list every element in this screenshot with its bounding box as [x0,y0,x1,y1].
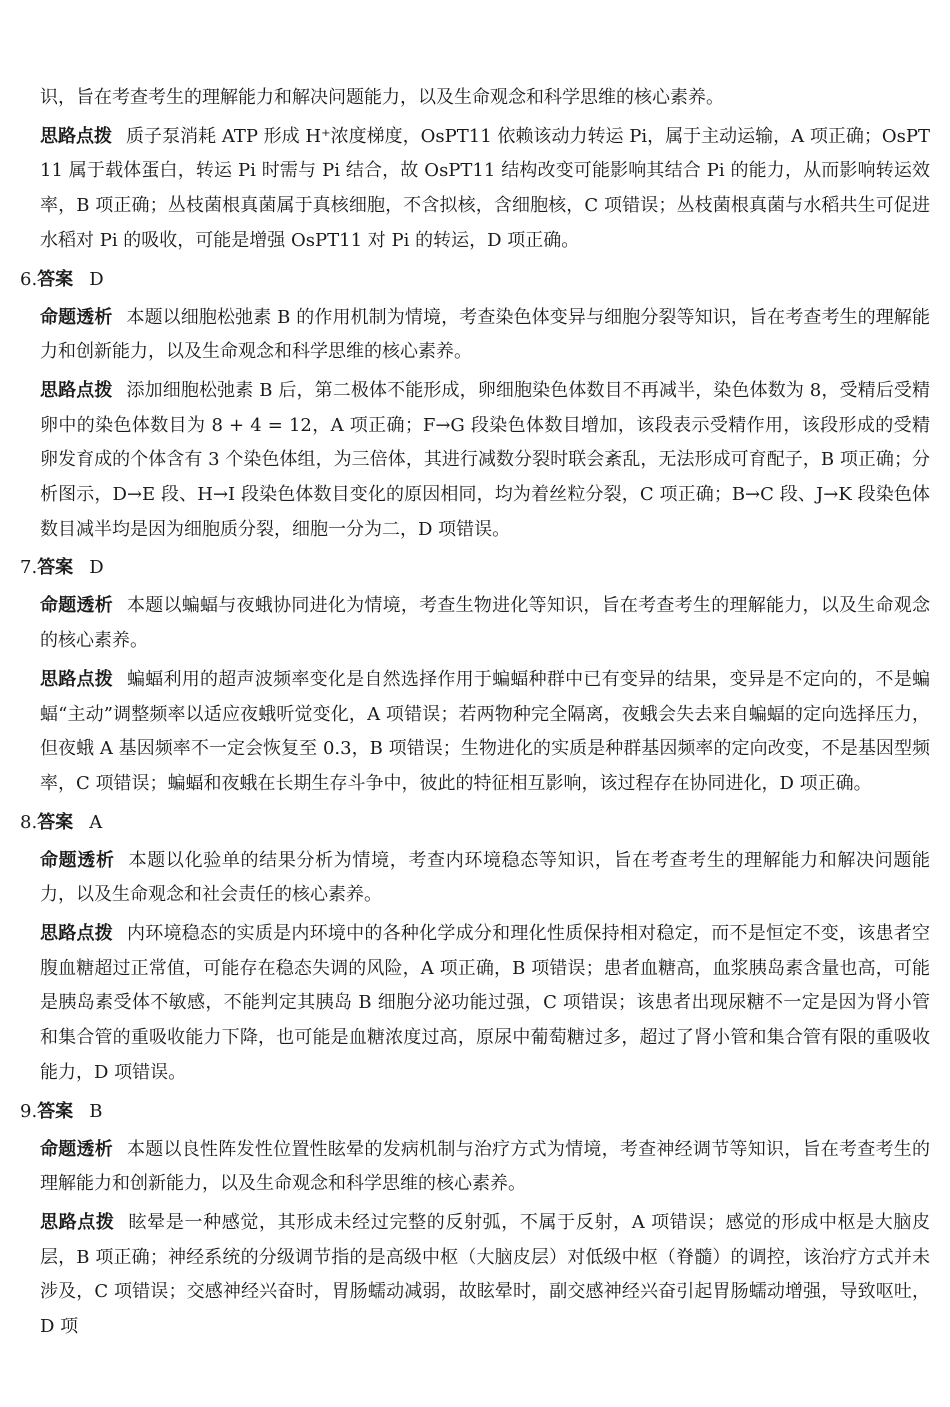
question-8-answer [20,806,930,840]
answer-label: 答案 [37,557,74,579]
intent-label: 命题透析 [40,849,115,871]
question-8-analysis [20,917,930,1091]
analysis-text: 眩晕是一种感觉，其形成未经过完整的反射弧，不属于反射，A 项错误；感觉的形成中枢是大脑皮层，B 项正确；神经系统的分级调节指的是高级中枢（大脑皮层）对低级中枢（脊髓）的调控，该治疗方式并未涉及，C 项错误；交感神经兴奋时，胃肠蠕动减弱，故眩晕时，副交感神经兴奋引起胃肠蠕动增强，导致呕吐，D 项 [40,1211,930,1338]
question-9-analysis [20,1206,930,1345]
question-9-intent [20,1133,930,1202]
question-6-analysis [20,374,930,548]
question-number: 9. [20,1100,38,1122]
analysis-label: 思路点拨 [40,1211,115,1233]
q5-analysis-text: 质子泵消耗 ATP 形成 H⁺浓度梯度，OsPT11 依赖该动力转运 Pi，属于主动运输，A 项正确；OsPT11 属于载体蛋白，转运 Pi 时需与 Pi 结合，故 OsPT11 结构改变可能影响其结合 Pi 的能力，从而影响转运效率，B 项正确；丛枝菌根真菌属于真核细胞，不含拟核，含细胞核，C 项错误；丛枝菌根真菌与水稻共生可促进水稻对 Pi 的吸收，可能是增强 OsPT11 对 Pi 的转运，D 项正确。 [40,125,931,251]
question-7-analysis [20,663,930,802]
question-9 [20,1095,930,1345]
intent-text: 本题以细胞松弛素 B 的作用机制为情境，考查染色体变异与细胞分裂等知识，旨在考查考生的理解能力和创新能力，以及生命观念和科学思维的核心素养。 [40,306,931,363]
answer-value: D [89,557,104,579]
intent-text: 本题以化验单的结果分析为情境，考查内环境稳态等知识，旨在考查考生的理解能力和解决问题能力，以及生命观念和社会责任的核心素养。 [40,849,930,906]
question-6-intent [20,301,930,370]
analysis-label: 思路点拨 [40,379,113,401]
analysis-text: 内环境稳态的实质是内环境中的各种化学成分和理化性质保持相对稳定，而不是恒定不变，该患者空腹血糖超过正常值，可能存在稳态失调的风险，A 项正确，B 项错误；患者血糖高，血浆胰岛素含量也高，可能是胰岛素受体不敏感，不能判定其胰岛 B 细胞分泌功能过强，C 项错误；该患者出现尿糖不一定是因为肾小管和集合管的重吸收能力下降，也可能是血糖浓度过高，原尿中葡萄糖过多，超过了肾小管和集合管有限的重吸收能力，D 项错误。 [40,923,931,1083]
answer-label: 答案 [37,811,74,833]
question-number: 8. [20,811,38,833]
question-7-intent [20,589,930,658]
question-8-intent [20,844,930,913]
intent-text: 本题以蝙蝠与夜蛾协同进化为情境，考查生物进化等知识，旨在考查考生的理解能力，以及生命观念的核心素养。 [40,595,931,652]
analysis-label: 思路点拨 [40,668,114,690]
q5-analysis [20,120,930,259]
intent-label: 命题透析 [40,1138,114,1160]
q5-analysis-label: 思路点拨 [40,125,113,147]
question-7-answer [20,551,930,585]
intent-label: 命题透析 [40,595,114,617]
answer-value: D [89,268,104,290]
intent-label: 命题透析 [40,306,113,328]
analysis-text: 添加细胞松弛素 B 后，第二极体不能形成，卵细胞染色体数目不再减半，染色体数为 8，受精后受精卵中的染色体数目为 8 + 4 = 12，A 项正确；F→G 段染色体数目增加，该段表示受精作用，该段形成的受精卵发育成的个体含有 3 个染色体组，为三倍体，其进行减数分裂时联会紊乱，无法形成可育配子，B 项正确；分析图示，D→E 段、H→I 段染色体数目变化的原因相同，均为着丝粒分裂，C 项正确；B→C 段、J→K 段染色体数目减半均是因为细胞质分裂，细胞一分为二，D 项错误。 [40,379,931,540]
question-number: 6. [20,268,38,290]
question-6-answer [20,263,930,297]
intro-text: 识，旨在考查考生的理解能力和解决问题能力，以及生命观念和科学思维的核心素养。 [40,87,724,108]
question-8 [20,806,930,1091]
question-6 [20,263,930,548]
intent-text: 本题以良性阵发性位置性眩晕的发病机制与治疗方式为情境，考查神经调节等知识，旨在考查考生的理解能力和创新能力，以及生命观念和科学思维的核心素养。 [40,1138,931,1195]
answer-label: 答案 [37,268,74,290]
analysis-text: 蝙蝠利用的超声波频率变化是自然选择作用于蝙蝠种群中已有变异的结果，变异是不定向的，不是蝙蝠“主动”调整频率以适应夜蛾听觉变化，A 项错误；若两物种完全隔离，夜蛾会失去来自蝙蝠的定向选择压力，但夜蛾 A 基因频率不一定会恢复至 0.3，B 项错误；生物进化的实质是种群基因频率的定向改变，不是基因型频率，C 项错误；蝙蝠和夜蛾在长期生存斗争中，彼此的特征相互影响，该过程存在协同进化，D 项正确。 [40,668,931,794]
answer-value: A [89,811,103,833]
answer-key-page [20,84,930,1347]
question-number: 7. [20,557,38,579]
answer-value: B [89,1100,103,1122]
analysis-label: 思路点拨 [40,923,114,945]
question-7 [20,551,930,801]
question-9-answer [20,1095,930,1129]
intro-continuation [20,81,930,116]
answer-label: 答案 [37,1100,74,1122]
